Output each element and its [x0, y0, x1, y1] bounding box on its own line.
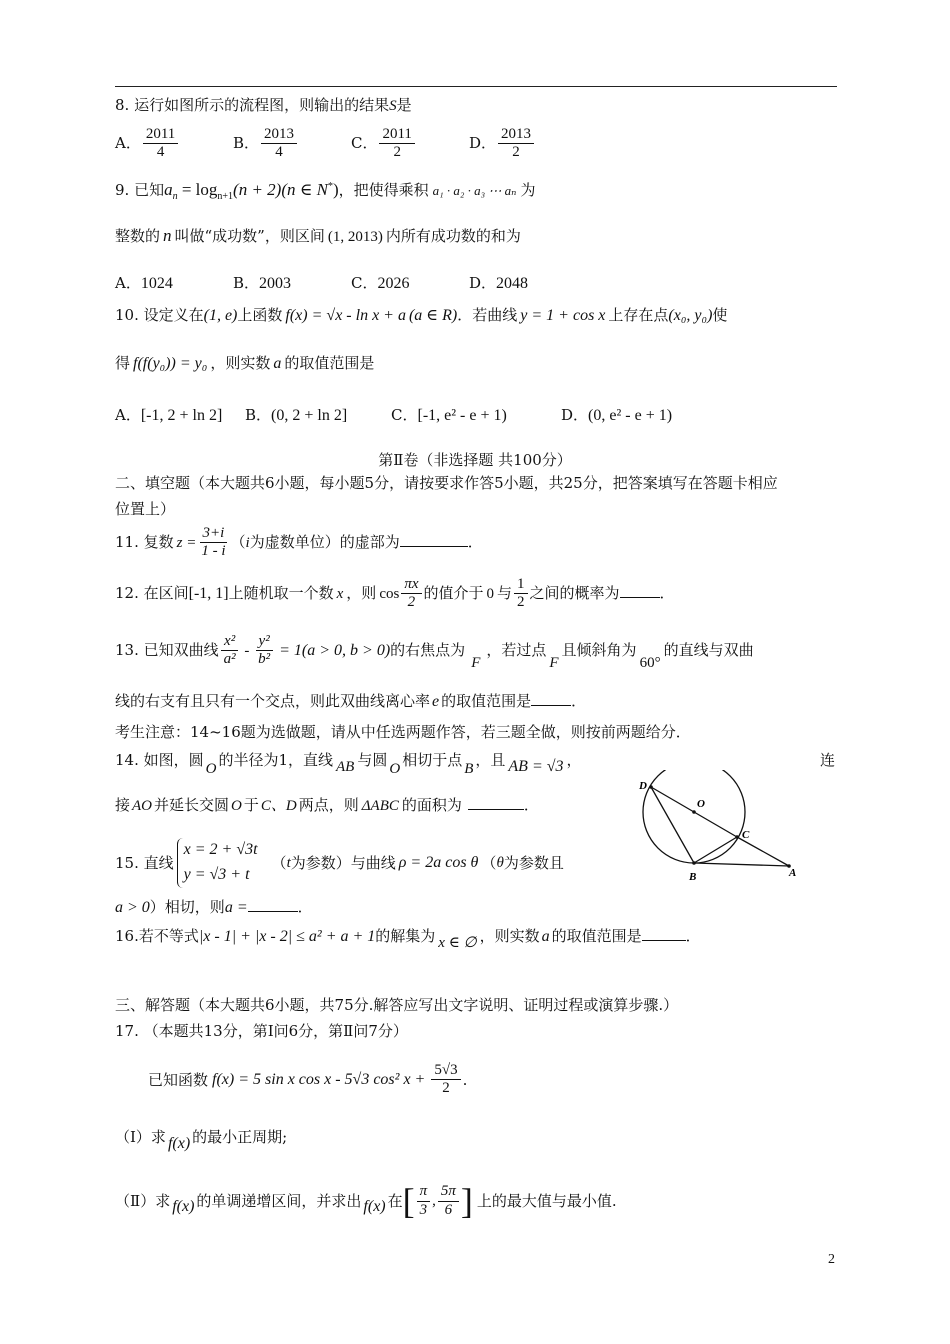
- option-b: B．(0, 2 + ln 2]: [245, 406, 348, 424]
- question-11: 11. 复数 z = $\frac{3+i}{1 - i}$ （i为虚数单位）的虚部为 ．: [115, 525, 483, 560]
- question-14-tail: 连: [820, 751, 836, 769]
- question-17-part1: （Ⅰ）求 f(x) 的最小正周期;: [115, 1128, 288, 1152]
- question-12: 12. 在区间[-1, 1]上随机取一个数 x ，则 cos $\frac{\pi x}{2}$ 的值介于 0 与 $\frac{1}{2}$ 之间的概率为 ．: [115, 576, 675, 611]
- option-b: B．2003: [233, 274, 292, 292]
- option-a: A．1024: [115, 274, 173, 292]
- question-10-line2: 得 f(f(y₀)) = y₀ ，则实数 a 的取值范围是: [115, 354, 375, 372]
- option-c: C．2026: [351, 274, 410, 292]
- top-rule: [115, 86, 837, 87]
- question-15-line2: a > 0）相切，则a = ．: [115, 898, 313, 916]
- question-15: 15. 直线x = 2 + √3t y = √3 + t（t为参数）与曲线 ρ = 2a cos θ （θ为参数且: [115, 838, 564, 888]
- option-a: A．[-1, 2 + ln 2]: [115, 406, 223, 424]
- option-b: B． $\frac{2013}{4}$: [233, 126, 351, 162]
- question-9-options: [115, 274, 587, 293]
- question-8-options: [115, 126, 587, 162]
- label-b: B: [689, 871, 697, 883]
- question-10: 10. 设定义在(1, e)上函数 f(x) = √x - ln x + a (a ∈ R)．若曲线 y = 1 + cos x 上存在点(x₀, y₀)使: [115, 306, 728, 324]
- option-c: C．[-1, e² - e + 1): [391, 406, 507, 424]
- section-3-heading: 三、解答题（本大题共6小题，共75分.解答应写出文字说明、证明过程或演算步骤.）: [115, 996, 679, 1014]
- option-d: D．(0, e² - e + 1): [561, 406, 673, 424]
- label-c: C: [742, 829, 750, 841]
- question-13-line2: 线的右支有且只有一个交点，则此双曲线离心率 e 的取值范围是 ．: [115, 692, 587, 710]
- label-d: D: [639, 780, 647, 792]
- page-number: 2: [828, 1252, 835, 1267]
- option-c: C． $\frac{2011}{2}$: [351, 126, 469, 162]
- question-17-given: 已知函数 f(x) = 5 sin x cos x - 5√3 cos² x + $\frac{5√3}{2}$ .: [148, 1062, 468, 1097]
- label-o: O: [697, 798, 705, 810]
- question-16: 16.若不等式|x - 1| + |x - 2| ≤ a² + a + 1的解集为 x ∈ ∅ ，则实数 a 的取值范围是 ．: [115, 927, 701, 951]
- question-9: 9. 已知$a_n = \log_{n+1}(n + 2)(n$ ∈ N*)，把使得乘积 a₁ · a₂ · a₃ ⋯ aₙ 为: [115, 180, 536, 202]
- option-a: A． $\frac{2011}{4}$: [115, 126, 233, 162]
- section-2-heading: 二、填空题（本大题共6小题，每小题5分，请按要求作答5小题，共25分，把答案填写在答题卡相应: [115, 474, 778, 492]
- note: 考生注意：14~16题为选做题，请从中任选两题作答，若三题全做，则按前两题给分．: [115, 723, 691, 741]
- section-2-heading-line2: 位置上）: [115, 500, 176, 518]
- question-8: 8. 运行如图所示的流程图，则输出的结果S是: [115, 96, 412, 114]
- question-14-line2: 接 AO 并延长交圆 O 于 C、D 两点，则 ΔABC 的面积为 ．: [115, 796, 539, 814]
- question-13: 13. 已知双曲线 $\frac{\text{x²}}{\text{a²}}$ - $\frac{\text{y²}}{\text{b²}}$ = 1(a > 0, b > 0)的右焦点为F，若过点F且倾斜角为60°的直线与双曲: [115, 633, 754, 671]
- option-d: D．2048: [469, 274, 529, 292]
- label-a: A: [789, 867, 797, 879]
- geometry-figure: [634, 770, 804, 885]
- option-d: D． $\frac{2013}{2}$: [469, 126, 587, 162]
- question-14: 14. 如图，圆 O 的半径为1，直线 AB 与圆 O 相切于点 B ，且 AB = √3 ，: [115, 751, 582, 777]
- part2-title: 第Ⅱ卷（非选择题 共100分）: [378, 451, 572, 469]
- question-17-heading: 17. （本题共13分，第Ⅰ问6分，第Ⅱ问7分）: [115, 1022, 408, 1040]
- question-17-part2: （Ⅱ）求 f(x) 的单调递增区间，并求出 f(x) 在[ $\frac{\pi}{3}$ , $\frac{5\pi}{6}$ ] 上的最大值与最小值.: [115, 1181, 617, 1221]
- question-9-line2: 整数的 n 叫做“成功数”，则区间 (1, 2013) 内所有成功数的和为: [115, 226, 521, 245]
- question-10-options: [115, 406, 711, 425]
